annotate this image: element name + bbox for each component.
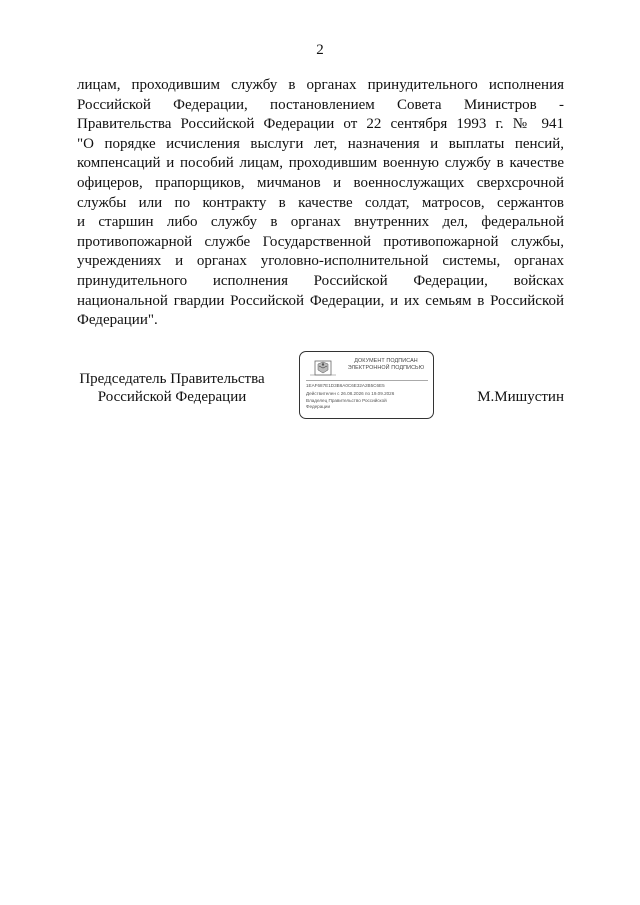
stamp-title xyxy=(340,358,432,372)
text-line: Федерации". xyxy=(77,312,158,329)
stamp-owner: Федерации xyxy=(306,404,331,409)
signatory-name: М.Мишустин xyxy=(477,389,564,405)
text-line: Российской Федерации, постановлением Совета Министров - xyxy=(77,96,564,113)
text-line: службы или по контракту в качестве солдат, матросов, сержантов xyxy=(77,194,564,211)
signatory-position-line: Председатель Правительства xyxy=(79,371,265,387)
electronic-signature-stamp xyxy=(299,351,434,419)
text-line: учреждениях и органах уголовно-исполнительной системы, органах xyxy=(77,253,564,270)
text-line: и старшин либо службу в органах внутренних дел, федеральной xyxy=(77,214,564,231)
signatory-position xyxy=(77,370,267,406)
text-line: лицам, проходившим службу в органах принудительного исполнения xyxy=(77,77,564,93)
stamp-title-line: ЭЛЕКТРОННОЙ ПОДПИСЬЮ xyxy=(347,365,425,371)
stamp-owner: Владелец Правительство Российской xyxy=(306,398,387,403)
page-number: 2 xyxy=(316,42,324,58)
signatory-position-line: Российской Федерации xyxy=(97,389,247,405)
stamp-certificate: 1EAF687E1D3B6A0C6E32A2B5C6E5 xyxy=(306,383,385,388)
text-line: противопожарной службе Государственной противопожарной службы, xyxy=(77,233,564,250)
text-line: национальной гвардии Российской Федерации, и их семьям в Российской xyxy=(77,292,564,309)
text-line: принудительного исполнения Российской Федерации, войсках xyxy=(77,272,564,289)
stamp-validity: Действителен с 26.08.2026 по 19.09.2026 xyxy=(306,391,395,396)
body-text xyxy=(77,76,564,331)
text-line: офицеров, прапорщиков, мичманов и военнослужащих сверхсрочной xyxy=(77,174,564,191)
text-line: Правительства Российской Федерации от 22 сентября 1993 г. № 941 xyxy=(77,116,564,133)
text-line: компенсаций и пособий лицам, проходившим военную службу в качестве xyxy=(77,155,564,172)
text-line: "О порядке исчисления выслуги лет, назначения и выплаты пенсий, xyxy=(77,135,564,152)
stamp-title-line: ДОКУМЕНТ ПОДПИСАН xyxy=(354,358,418,364)
stamp-divider xyxy=(306,380,428,381)
coat-of-arms-icon xyxy=(306,358,340,378)
